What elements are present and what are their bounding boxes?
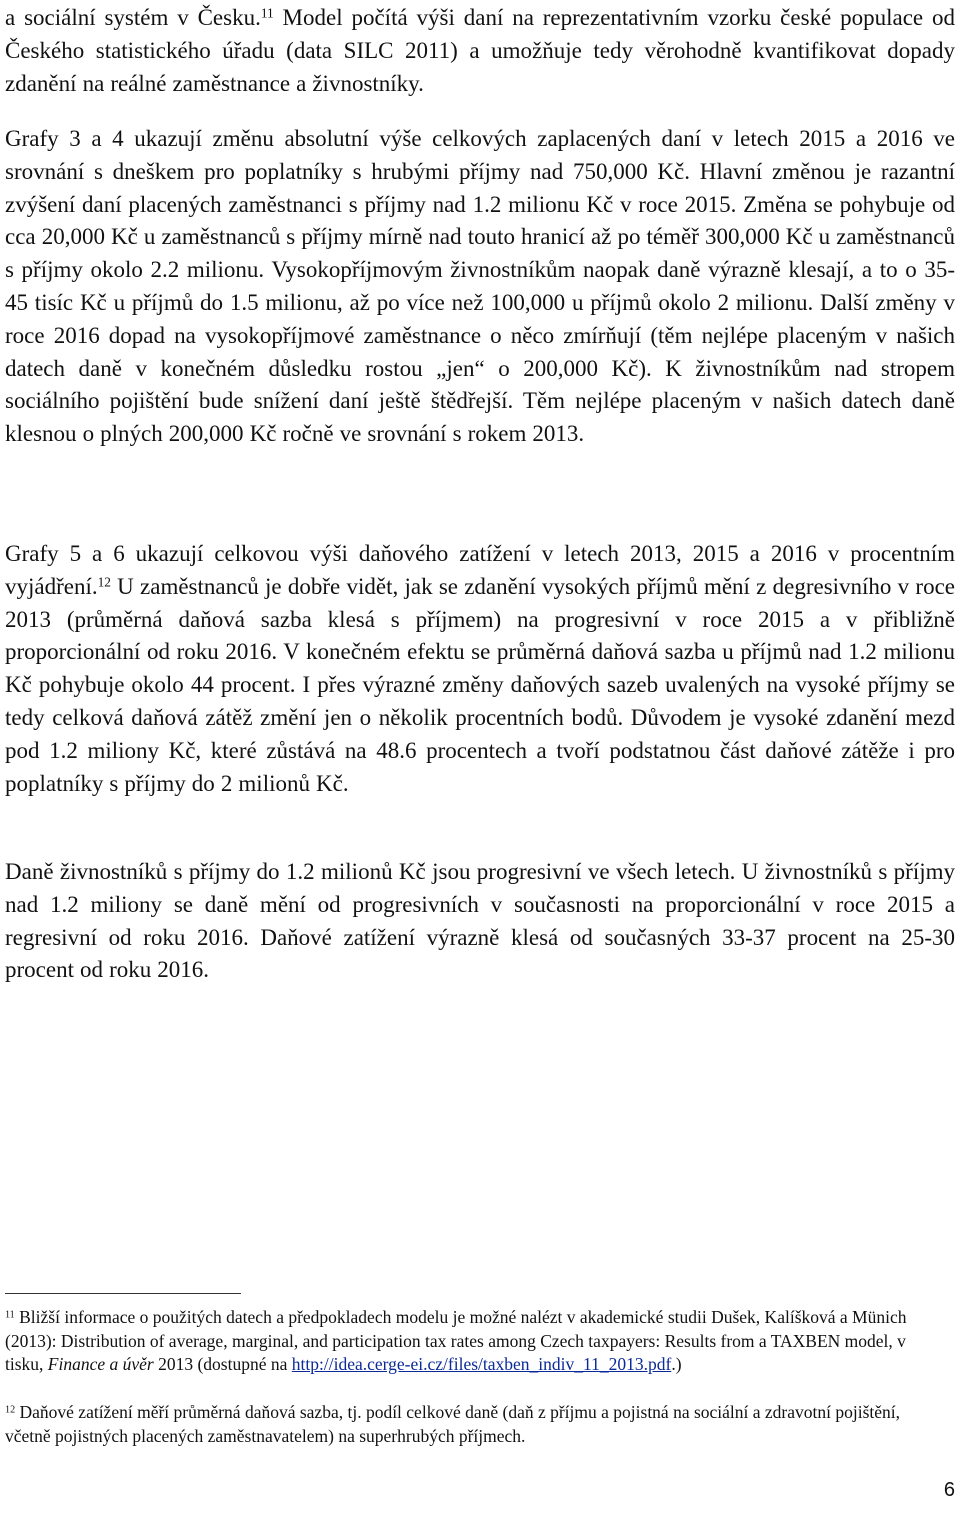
paragraph-text: a sociální systém v Česku. (5, 5, 261, 30)
page-number: 6 (943, 1479, 955, 1501)
footnote-number: 12 (5, 1404, 16, 1416)
body-paragraph-1 (5, 2, 955, 100)
footnote-12 (5, 1401, 925, 1448)
footnote-number: 11 (5, 1309, 15, 1321)
footnote-ref-11[interactable]: 11 (260, 5, 274, 21)
footnote-11 (5, 1306, 925, 1377)
footnote-text: Daňové zatížení měří průměrná daňová sazba, tj. podíl celkové daně (daň z příjmu a pojistná na sociální a zdravotní pojištění, včetně pojistných placených zaměstnavatelem) na superhrubých příjmech. (5, 1402, 901, 1446)
paragraph-text: U zaměstnanců je dobře vidět, jak se zdanění vysokých příjmů mění z degresivního v roce 2013 (průměrná daňová sazba klesá s příjmem) na progresivní v roce 2015 a v přibližně proporcionální od roku 2016. V konečném efektu se průměrná daňová sazba u příjmů nad 1.2 milionu Kč pohybuje okolo 44 procent. I přes výrazné změny daňových sazeb uvalených na vysoké příjmy se tedy celková daňová zátěž změní jen o několik procentních bodů. Důvodem je vysoké zdanění mezd pod 1.2 miliony Kč, které zůstává na 48.6 procentech a tvoří podstatnou část daňové zátěže i pro poplatníky s příjmy do 2 milionů Kč. (5, 573, 955, 796)
footnote-separator (5, 1293, 241, 1294)
footnote-ref-12[interactable]: 12 (97, 574, 111, 590)
paragraph-text: Grafy 5 a 6 ukazují celkovou výši daňového zatížení v letech 2013, 2015 a 2016 v procentním vyjádření. (5, 541, 955, 599)
footnote-text: 2013 (dostupné na (153, 1354, 292, 1375)
body-paragraph-3 (5, 538, 955, 800)
footnote-text: Bližší informace o použitých datech a předpokladech modelu je možné nalézt v akademické studii Dušek, Kalíšková a Münich (2013): Distribution of average, marginal, and participation tax rates among Czech taxpayers: Results from a TAXBEN model, v tisku, (5, 1307, 907, 1375)
footnote-text: .) (671, 1354, 682, 1375)
journal-title: Finance a úvěr (47, 1354, 154, 1375)
body-paragraph-2: Grafy 3 a 4 ukazují změnu absolutní výše celkových zaplacených daní v letech 2015 a 2016 ve srovnání s dneškem pro poplatníky s hrubými příjmy nad 750,000 Kč. Hlavní změnou je razantní zvýšení daní placených zaměstnanci s příjmy nad 1.2 milionu Kč v roce 2015. Změna se pohybuje od cca 20,000 Kč u zaměstnanců s příjmy mírně nad touto hranicí až po téměř 300,000 Kč u zaměstnanců s příjmy okolo 2.2 milionu. Vysokopříjmovým živnostníkům naopak daně výrazně klesají, a to o 35-45 tisíc Kč u příjmů do 1.5 milionu, až po více než 100,000 u příjmů okolo 2 milionu. Další změny v roce 2016 dopad na vysokopříjmové zaměstnance o něco zmírňují (těm nejlépe placeným v našich datech daně v konečném důsledku rostou „jen“ o 200,000 Kč). K živnostníkům nad stropem sociálního pojištění bude snížení daní ještě štědřejší. Těm nejlépe placeným v našich datech daně klesnou o plných 200,000 Kč ročně ve srovnání s rokem 2013. (5, 126, 955, 447)
body-paragraph-4: Daně živnostníků s příjmy do 1.2 milionů Kč jsou progresivní ve všech letech. U živnostníků s příjmy nad 1.2 miliony se daně mění od progresivních v současnosti na proporcionální v roce 2015 a regresivní od roku 2016. Daňové zatížení výrazně klesá od současných 33-37 procent na 25-30 procent od roku 2016. (5, 859, 955, 983)
study-link[interactable]: http://idea.cerge-ei.cz/files/taxben_indiv_11_2013.pdf (291, 1354, 672, 1375)
paragraph-text: Model počítá výši daní na reprezentativním vzorku české populace od Českého statistického úřadu (data SILC 2011) a umožňuje tedy věrohodně kvantifikovat dopady zdanění na reálné zaměstnance a živnostníky. (5, 5, 955, 96)
